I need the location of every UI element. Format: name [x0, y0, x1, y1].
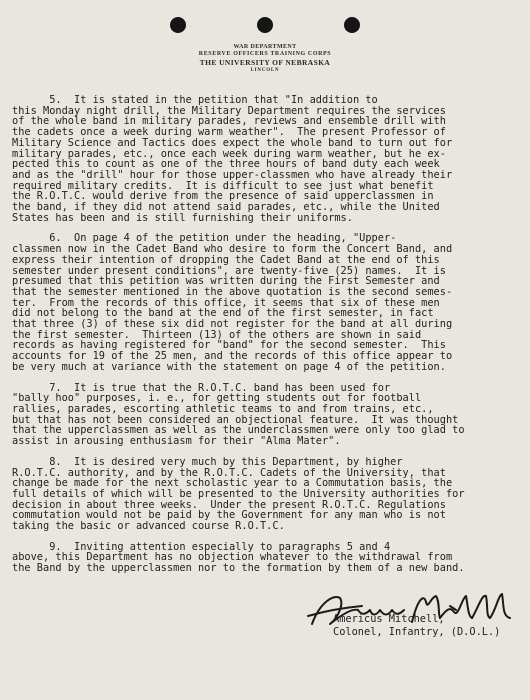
paragraph-7: 7. It is true that the R.O.T.C. band has been used for "bally hoo" purposes, i. e., for getting students out for football rallies, parades, escorting athletic teams to and from trains, etc., but that has not been considered an objectional feature. It was thought that the upperclassmen as well as the underclassmen were only too glad to assist in arousing enthusiasm for their "Alma Mater".	[12, 381, 465, 448]
paragraph-9: 9. Inviting attention especially to paragraphs 5 and 4 above, this Department has no objection whatever to the withdrawal from the Band by the upperclassmen nor to the formation by them of a new band.	[12, 540, 465, 575]
paragraph-6: 6. On page 4 of the petition under the heading, "Upper- classmen now in the Cadet Band who desire to form the Concert Band, and express their intention of dropping the Cadet Band at the end of this semester under present conditions", are twenty-five (25) names. It is presumed that this petition was written during the First Semester and that the semester mentioned in the above quotation is the second semes- ter. From the records of this office, it seems that six of these men did not belong to the band at the end of the first semester, in fact that three (3) of these six did not register for the band at all during the first semester. Thirteen (13) of the others are shown in said records as having registered for "band" for the second semester. This accounts for 19 of the 25 men, and the records of this office appear to be very much at variance with the statement on page 4 of the petition.	[12, 232, 453, 373]
signatory-title: Colonel, Infantry, (D.O.L.)	[333, 626, 501, 638]
punch-hole-center	[257, 17, 273, 33]
signatory-name: Americus Mitchell,	[333, 613, 445, 625]
punch-hole-left	[170, 17, 186, 33]
letterhead-department: WAR DEPARTMENT	[233, 44, 297, 50]
letterhead-university: THE UNIVERSITY OF NEBRASKA	[199, 58, 331, 67]
letter-body	[12, 95, 518, 584]
letterhead-corps: RESERVE OFFICERS TRAINING CORPS	[198, 51, 332, 57]
letterhead	[0, 44, 530, 74]
paragraph-5: 5. It is stated in the petition that "In addition to this Monday night drill, the Military Department requires the services of the whole band in military parades, reviews and ensemble drill with the cadets once a week during warm weather". The present Professor of Military Science and Tactics does expect the whole band to turn out for military parades, etc., once each week during warm weather, but he ex- pected this to count as one of the three hours of band duty each week and as the "drill" hour for those upper-classmen who have already their required military credits. It is difficult to see just what benefit the R.O.T.C. would derive from the presence of said upperclassmen in the band, if they did not attend said parades, etc., while the United States has been and is still furnishing their uniforms.	[12, 94, 453, 224]
letterhead-city: LINCOLN	[250, 68, 280, 73]
paragraph-8: 8. It is desired very much by this Department, by higher R.O.T.C. authority, and by the R.O.T.C. Cadets of the University, that change be made for the next scholastic year to a Commutation basis, the full details of which will be presented to the University authorities for decision in about three weeks. Under the present R.O.T.C. Regulations commutation would not be paid by the Government for any man who is not taking the basic or advanced course R.O.T.C.	[12, 455, 465, 533]
punch-hole-right	[344, 17, 360, 33]
